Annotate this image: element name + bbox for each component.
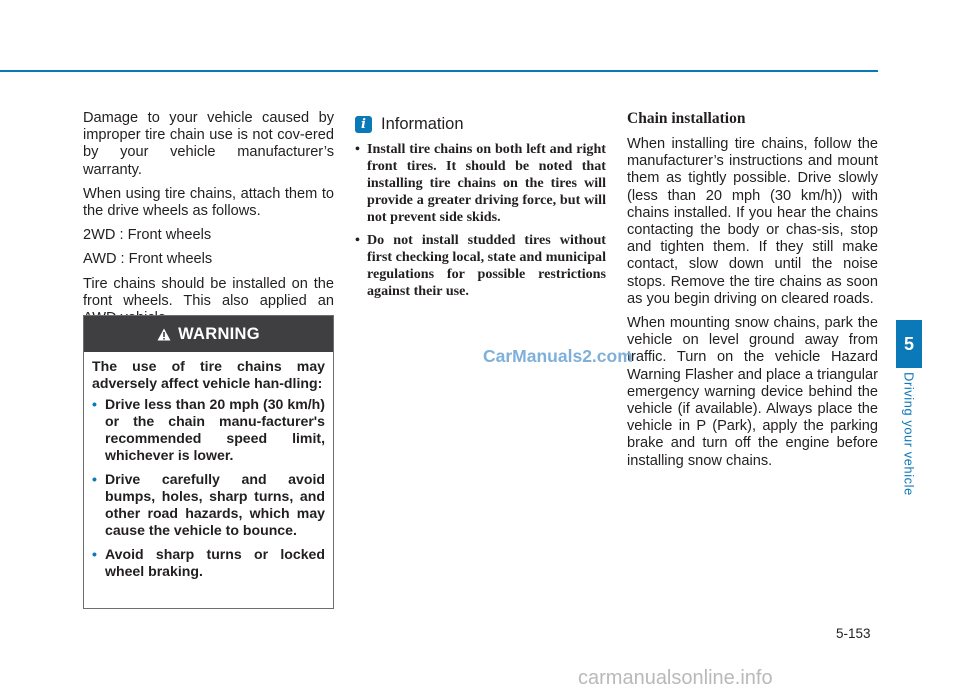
paragraph-2wd: 2WD : Front wheels xyxy=(83,227,212,244)
warning-title: WARNING xyxy=(178,324,260,343)
paragraph-installing-chains: When installing tire chains, follow the manufacturer’s instructions and mount them as tightly possible. Drive slowly (less than 20 mph (30 km/h)) with chains installed. If you hear the chains contacting the body or chas-sis, stop and tighten them. If they still make contact, slow down until the noise stops. Remove the tire chains as soon as you begin driving on cleared roads. xyxy=(627,136,878,307)
warning-item-speed: • Drive less than 20 mph (30 km/h) or the chain manu-facturer's recommended speed limit, whichever is lower. xyxy=(92,396,325,464)
page-number: 5-153 xyxy=(836,626,871,641)
chapter-title: Driving your vehicle xyxy=(901,372,917,496)
information-heading xyxy=(355,115,606,134)
paragraph-awd: AWD : Front wheels xyxy=(83,251,213,268)
paragraph-front-wheels: Tire chains should be installed on the front wheels. This also applied an xyxy=(83,275,334,309)
information-item-studded-tires: • Do not install studded tires without first checking local, state and municipal regulations for possible restrictions against their use. xyxy=(355,232,606,300)
site-watermark: CarManuals2.com xyxy=(483,346,633,366)
paragraph-mounting-chains: When mounting snow chains, park the vehicle on level ground away from traffic. Turn on the vehicle Hazard Warning Flasher and place a triangular emergency warning device behind the vehicle (if available). Always place the vehicle in P (Park), apply the parking brake and turn off the engine before installing snow chains. xyxy=(627,315,878,469)
warning-header xyxy=(84,316,333,352)
warning-item-road-hazards: • Drive carefully and avoid bumps, holes, sharp turns, and other road hazards, which may cause the vehicle to bounce. xyxy=(92,471,325,539)
warning-box xyxy=(83,315,334,609)
information-title: Information xyxy=(381,115,464,133)
top-rule xyxy=(0,70,878,72)
chapter-tab: 5 xyxy=(896,320,922,368)
column-right xyxy=(627,110,878,477)
warning-list xyxy=(92,396,325,580)
chain-installation-heading: Chain installation xyxy=(627,110,746,127)
warning-triangle-icon xyxy=(157,328,171,341)
warning-body xyxy=(84,352,333,580)
information-item-both-tires: • Install tire chains on both left and right front tires. It should be noted that installing tire chains on the tires will provide a greater driving force, but will not prevent side skids. xyxy=(355,141,606,226)
warning-item-sharp-turns: • Avoid sharp turns or locked wheel braking. xyxy=(92,546,325,580)
paragraph-drive-wheels: When using tire chains, attach them to the drive wheels as follows. xyxy=(83,185,334,220)
column-middle xyxy=(355,115,606,306)
column-left xyxy=(83,110,334,334)
information-list xyxy=(355,141,606,300)
paragraph-warranty: Damage to your vehicle caused by improper tire chain use is not cov-ered by your vehicle manufacturer’s warranty. xyxy=(83,110,334,178)
warning-intro: The use of tire chains may adversely affect vehicle han-dling: xyxy=(92,358,325,391)
footer-watermark: carmanualsonline.info xyxy=(578,667,773,689)
info-icon: i xyxy=(355,116,372,133)
